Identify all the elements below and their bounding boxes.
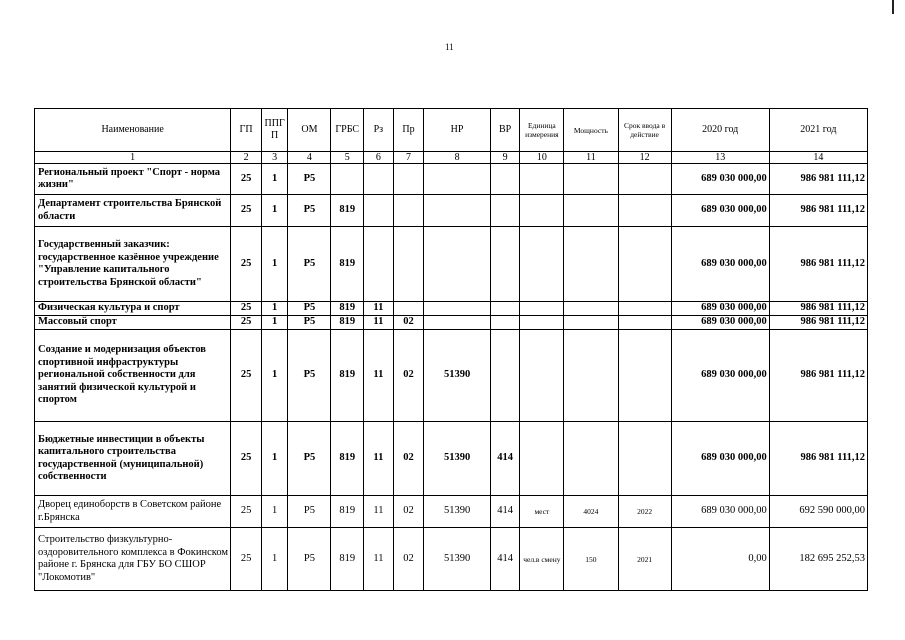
cell-rz xyxy=(364,227,394,302)
cell-gp: 25 xyxy=(231,316,262,330)
cell-vr xyxy=(490,164,520,195)
cell-capacity: 4024 xyxy=(564,496,618,528)
cell-om: P5 xyxy=(288,164,331,195)
cell-deadline xyxy=(618,422,671,496)
cell-unit xyxy=(520,227,564,302)
cell-y2020: 0,00 xyxy=(671,528,769,591)
cell-om: P5 xyxy=(288,195,331,227)
cell-name: Строительство физкультурно-оздоровительного комплекса в Фокинском районе г. Брянска для ГБУ БО СШОР "Локомотив" xyxy=(35,528,231,591)
cell-vr xyxy=(490,316,520,330)
column-number: 1 xyxy=(35,152,231,164)
cell-vr xyxy=(490,195,520,227)
cell-deadline: 2021 xyxy=(618,528,671,591)
cell-deadline: 2022 xyxy=(618,496,671,528)
cell-y2021: 986 981 111,12 xyxy=(769,316,867,330)
cell-ppgp: 1 xyxy=(261,302,288,316)
cell-capacity xyxy=(564,302,618,316)
table-row xyxy=(35,496,868,528)
cell-capacity xyxy=(564,422,618,496)
cell-y2021: 986 981 111,12 xyxy=(769,195,867,227)
cell-om: P5 xyxy=(288,302,331,316)
cell-grbs: 819 xyxy=(331,227,364,302)
cell-deadline xyxy=(618,302,671,316)
cell-nr xyxy=(424,164,490,195)
cell-pr xyxy=(393,302,424,316)
cell-nr: 51390 xyxy=(424,528,490,591)
cell-grbs: 819 xyxy=(331,316,364,330)
cell-nr xyxy=(424,195,490,227)
header-gp: ГП xyxy=(231,109,262,152)
column-number: 9 xyxy=(490,152,520,164)
cell-name: Государственный заказчик: государственное казённое учреждение "Управление капитального строительства Брянской области" xyxy=(35,227,231,302)
cell-y2021: 182 695 252,53 xyxy=(769,528,867,591)
cell-y2021: 986 981 111,12 xyxy=(769,422,867,496)
cell-grbs: 819 xyxy=(331,496,364,528)
cell-grbs xyxy=(331,164,364,195)
cell-vr xyxy=(490,330,520,422)
cell-grbs: 819 xyxy=(331,330,364,422)
cell-grbs: 819 xyxy=(331,302,364,316)
cell-deadline xyxy=(618,227,671,302)
cell-gp: 25 xyxy=(231,496,262,528)
cell-gp: 25 xyxy=(231,330,262,422)
cell-grbs: 819 xyxy=(331,195,364,227)
column-number: 6 xyxy=(364,152,394,164)
cell-om: P5 xyxy=(288,227,331,302)
cell-y2020: 689 030 000,00 xyxy=(671,316,769,330)
cell-vr: 414 xyxy=(490,496,520,528)
cell-pr xyxy=(393,227,424,302)
column-number: 3 xyxy=(261,152,288,164)
budget-table xyxy=(34,108,868,591)
cell-nr xyxy=(424,302,490,316)
header-row xyxy=(35,109,868,152)
cell-ppgp: 1 xyxy=(261,195,288,227)
cell-pr: 02 xyxy=(393,422,424,496)
cell-unit: чел.в смену xyxy=(520,528,564,591)
cell-y2021: 692 590 000,00 xyxy=(769,496,867,528)
cell-y2020: 689 030 000,00 xyxy=(671,302,769,316)
cell-y2020: 689 030 000,00 xyxy=(671,496,769,528)
cell-y2021: 986 981 111,12 xyxy=(769,227,867,302)
table-row xyxy=(35,302,868,316)
header-capacity: Мощность xyxy=(564,109,618,152)
cell-gp: 25 xyxy=(231,422,262,496)
cell-y2021: 986 981 111,12 xyxy=(769,302,867,316)
header-ppgp: ППГ П xyxy=(261,109,288,152)
cell-vr: 414 xyxy=(490,528,520,591)
header-2021: 2021 год xyxy=(769,109,867,152)
cell-unit xyxy=(520,330,564,422)
cell-ppgp: 1 xyxy=(261,528,288,591)
cell-nr: 51390 xyxy=(424,496,490,528)
cell-gp: 25 xyxy=(231,164,262,195)
cell-om: P5 xyxy=(288,316,331,330)
cell-rz: 11 xyxy=(364,330,394,422)
header-grbs: ГРБС xyxy=(331,109,364,152)
cell-pr: 02 xyxy=(393,330,424,422)
cell-deadline xyxy=(618,195,671,227)
cell-pr: 02 xyxy=(393,496,424,528)
cell-ppgp: 1 xyxy=(261,316,288,330)
table-row xyxy=(35,330,868,422)
cell-rz: 11 xyxy=(364,422,394,496)
cell-gp: 25 xyxy=(231,528,262,591)
header-name: Наименование xyxy=(35,109,231,152)
cell-ppgp: 1 xyxy=(261,330,288,422)
cell-vr: 414 xyxy=(490,422,520,496)
cell-y2020: 689 030 000,00 xyxy=(671,195,769,227)
header-vr: ВР xyxy=(490,109,520,152)
cell-nr xyxy=(424,227,490,302)
cell-ppgp: 1 xyxy=(261,227,288,302)
cell-deadline xyxy=(618,316,671,330)
column-number: 10 xyxy=(520,152,564,164)
cell-rz xyxy=(364,164,394,195)
cell-grbs: 819 xyxy=(331,528,364,591)
table-row xyxy=(35,227,868,302)
column-number: 11 xyxy=(564,152,618,164)
cell-y2020: 689 030 000,00 xyxy=(671,164,769,195)
cell-unit xyxy=(520,422,564,496)
cell-rz: 11 xyxy=(364,496,394,528)
cell-pr xyxy=(393,195,424,227)
page-number: 11 xyxy=(445,42,454,52)
column-number: 14 xyxy=(769,152,867,164)
cell-unit xyxy=(520,195,564,227)
cell-rz: 11 xyxy=(364,316,394,330)
column-number: 2 xyxy=(231,152,262,164)
cell-gp: 25 xyxy=(231,227,262,302)
cell-nr: 51390 xyxy=(424,422,490,496)
cell-name: Департамент строительства Брянской области xyxy=(35,195,231,227)
cell-name: Массовый спорт xyxy=(35,316,231,330)
cell-om: P5 xyxy=(288,330,331,422)
cell-capacity xyxy=(564,227,618,302)
header-2020: 2020 год xyxy=(671,109,769,152)
cell-pr: 02 xyxy=(393,528,424,591)
cell-unit xyxy=(520,316,564,330)
cell-unit xyxy=(520,302,564,316)
cell-y2020: 689 030 000,00 xyxy=(671,330,769,422)
cell-name: Бюджетные инвестиции в объекты капитального строительства государственной (муниципальной) собственности xyxy=(35,422,231,496)
cell-unit xyxy=(520,164,564,195)
cell-capacity: 150 xyxy=(564,528,618,591)
cell-capacity xyxy=(564,316,618,330)
header-unit: Единица измерения xyxy=(520,109,564,152)
edge-mark xyxy=(892,0,894,14)
header-rz: Рз xyxy=(364,109,394,152)
header-deadline: Срок ввода в действие xyxy=(618,109,671,152)
cell-y2020: 689 030 000,00 xyxy=(671,227,769,302)
table-row xyxy=(35,528,868,591)
cell-om: P5 xyxy=(288,496,331,528)
header-pr: Пр xyxy=(393,109,424,152)
cell-capacity xyxy=(564,164,618,195)
header-om: ОМ xyxy=(288,109,331,152)
table-row xyxy=(35,316,868,330)
column-number-row xyxy=(35,152,868,164)
cell-ppgp: 1 xyxy=(261,164,288,195)
cell-name: Дворец единоборств в Советском районе г.Брянска xyxy=(35,496,231,528)
cell-rz: 11 xyxy=(364,528,394,591)
cell-y2021: 986 981 111,12 xyxy=(769,164,867,195)
cell-pr xyxy=(393,164,424,195)
cell-vr xyxy=(490,302,520,316)
table-row xyxy=(35,164,868,195)
column-number: 12 xyxy=(618,152,671,164)
cell-name: Создание и модернизация объектов спортивной инфраструктуры региональной собственности для занятий физической культурой и спортом xyxy=(35,330,231,422)
cell-nr xyxy=(424,316,490,330)
cell-name: Физическая культура и спорт xyxy=(35,302,231,316)
cell-capacity xyxy=(564,195,618,227)
cell-om: P5 xyxy=(288,422,331,496)
cell-vr xyxy=(490,227,520,302)
cell-ppgp: 1 xyxy=(261,422,288,496)
header-nr: НР xyxy=(424,109,490,152)
cell-ppgp: 1 xyxy=(261,496,288,528)
cell-y2021: 986 981 111,12 xyxy=(769,330,867,422)
table-row xyxy=(35,422,868,496)
cell-gp: 25 xyxy=(231,302,262,316)
column-number: 13 xyxy=(671,152,769,164)
cell-nr: 51390 xyxy=(424,330,490,422)
cell-pr: 02 xyxy=(393,316,424,330)
cell-rz xyxy=(364,195,394,227)
cell-unit: мест xyxy=(520,496,564,528)
column-number: 7 xyxy=(393,152,424,164)
cell-deadline xyxy=(618,164,671,195)
column-number: 5 xyxy=(331,152,364,164)
cell-capacity xyxy=(564,330,618,422)
cell-rz: 11 xyxy=(364,302,394,316)
cell-grbs: 819 xyxy=(331,422,364,496)
cell-deadline xyxy=(618,330,671,422)
table-row xyxy=(35,195,868,227)
cell-om: P5 xyxy=(288,528,331,591)
column-number: 8 xyxy=(424,152,490,164)
cell-name: Региональный проект "Спорт - норма жизни" xyxy=(35,164,231,195)
cell-y2020: 689 030 000,00 xyxy=(671,422,769,496)
column-number: 4 xyxy=(288,152,331,164)
cell-gp: 25 xyxy=(231,195,262,227)
